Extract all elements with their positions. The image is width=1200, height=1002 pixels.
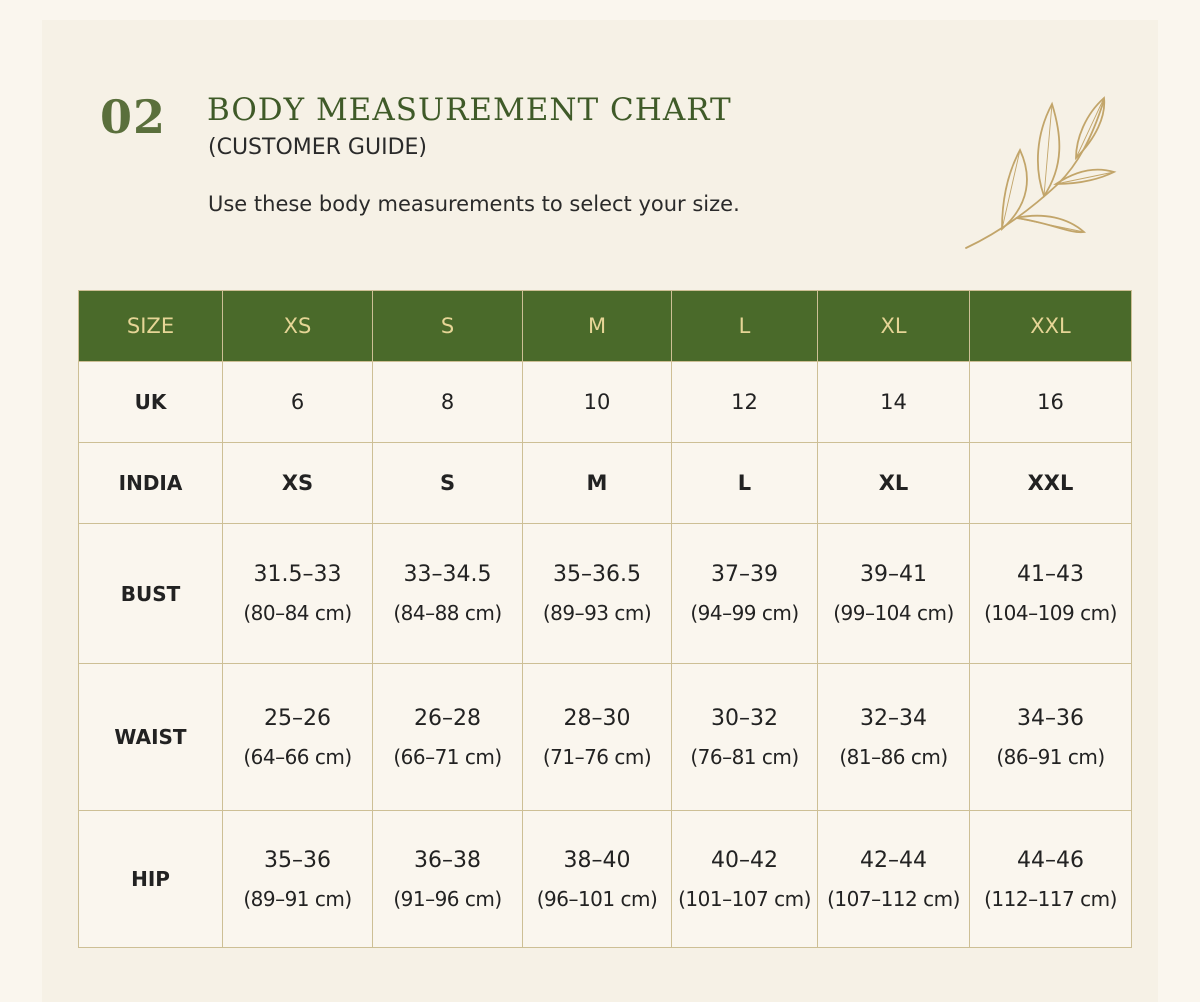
cm-value: (94–99 cm) — [690, 601, 799, 625]
table-cell: S — [373, 443, 523, 524]
inch-value: 35–36 — [264, 847, 331, 873]
cm-value: (96–101 cm) — [536, 886, 658, 911]
size-header-xs: XS — [223, 291, 373, 362]
table-row-hip — [79, 811, 1132, 948]
table-cell — [223, 524, 373, 664]
cm-value: (66–71 cm) — [393, 744, 502, 769]
cm-value: (71–76 cm) — [542, 744, 652, 769]
cm-value: (84–88 cm) — [393, 601, 502, 625]
table-cell: 16 — [970, 362, 1132, 443]
table-row-india — [79, 443, 1132, 524]
cm-value: (86–91 cm) — [996, 744, 1105, 769]
cm-value: (107–112 cm) — [827, 886, 960, 911]
inch-value: 25–26 — [264, 705, 331, 731]
table-cell: XS — [223, 443, 373, 524]
table-cell: 6 — [223, 362, 373, 443]
inch-value: 28–30 — [563, 705, 631, 731]
page-title: BODY MEASUREMENT CHART — [207, 92, 732, 128]
table-cell: 14 — [818, 362, 970, 443]
inch-value: 36–38 — [414, 847, 481, 873]
inch-value: 33–34.5 — [403, 562, 492, 587]
size-header-xl: XL — [818, 291, 970, 362]
table-cell — [818, 664, 970, 811]
inch-value: 44–46 — [1017, 847, 1084, 873]
inch-value: 34–36 — [1017, 705, 1084, 731]
inch-value: 42–44 — [860, 847, 927, 873]
table-cell: M — [523, 443, 672, 524]
table-cell — [818, 811, 970, 948]
table-cell — [223, 664, 373, 811]
size-header-corner: SIZE — [79, 291, 223, 362]
row-label-waist: WAIST — [79, 664, 223, 811]
table-cell: 12 — [672, 362, 818, 443]
table-cell: L — [672, 443, 818, 524]
table-cell — [373, 524, 523, 664]
leaf-branch-icon — [960, 92, 1120, 252]
table-cell — [523, 664, 672, 811]
page-subtitle: (CUSTOMER GUIDE) — [208, 135, 427, 160]
table-cell — [970, 811, 1132, 948]
row-label-bust: BUST — [79, 524, 223, 664]
inch-value: 35–36.5 — [553, 562, 641, 587]
cm-value: (76–81 cm) — [690, 744, 799, 769]
inch-value: 39–41 — [860, 562, 927, 587]
inch-value: 32–34 — [860, 705, 927, 731]
table-cell — [970, 664, 1132, 811]
cm-value: (99–104 cm) — [833, 601, 954, 625]
table-cell — [672, 811, 818, 948]
cm-value: (80–84 cm) — [243, 601, 352, 625]
cm-value: (89–91 cm) — [243, 886, 352, 911]
section-number: 02 — [100, 90, 167, 144]
size-header-l: L — [672, 291, 818, 362]
table-row-bust — [79, 524, 1132, 664]
size-header-s: S — [373, 291, 523, 362]
inch-value: 41–43 — [1017, 562, 1084, 587]
inch-value: 37–39 — [711, 562, 778, 587]
table-cell: 8 — [373, 362, 523, 443]
row-label-uk: UK — [79, 362, 223, 443]
cm-value: (101–107 cm) — [678, 886, 811, 911]
table-cell — [373, 811, 523, 948]
row-label-india: INDIA — [79, 443, 223, 524]
row-label-hip: HIP — [79, 811, 223, 948]
cm-value: (89–93 cm) — [542, 601, 652, 625]
table-cell: XL — [818, 443, 970, 524]
table-cell — [672, 664, 818, 811]
inch-value: 31.5–33 — [253, 562, 342, 587]
table-cell — [970, 524, 1132, 664]
cm-value: (81–86 cm) — [839, 744, 948, 769]
table-row-waist — [79, 664, 1132, 811]
table-cell — [223, 811, 373, 948]
table-cell — [523, 524, 672, 664]
inch-value: 40–42 — [711, 847, 778, 873]
intro-text: Use these body measurements to select your size. — [208, 192, 740, 216]
cm-value: (91–96 cm) — [393, 886, 502, 911]
table-row-uk — [79, 362, 1132, 443]
size-header-xxl: XXL — [970, 291, 1132, 362]
table-cell — [523, 811, 672, 948]
size-chart-table — [78, 290, 1132, 948]
cm-value: (112–117 cm) — [984, 886, 1117, 911]
table-cell — [672, 524, 818, 664]
cm-value: (64–66 cm) — [243, 744, 352, 769]
size-header-m: M — [523, 291, 672, 362]
table-cell — [373, 664, 523, 811]
inch-value: 30–32 — [711, 705, 778, 731]
inch-value: 26–28 — [414, 705, 481, 731]
table-cell: 10 — [523, 362, 672, 443]
table-cell — [818, 524, 970, 664]
size-header-row — [79, 291, 1132, 362]
inch-value: 38–40 — [563, 847, 631, 873]
table-cell: XXL — [970, 443, 1132, 524]
cm-value: (104–109 cm) — [984, 601, 1117, 625]
